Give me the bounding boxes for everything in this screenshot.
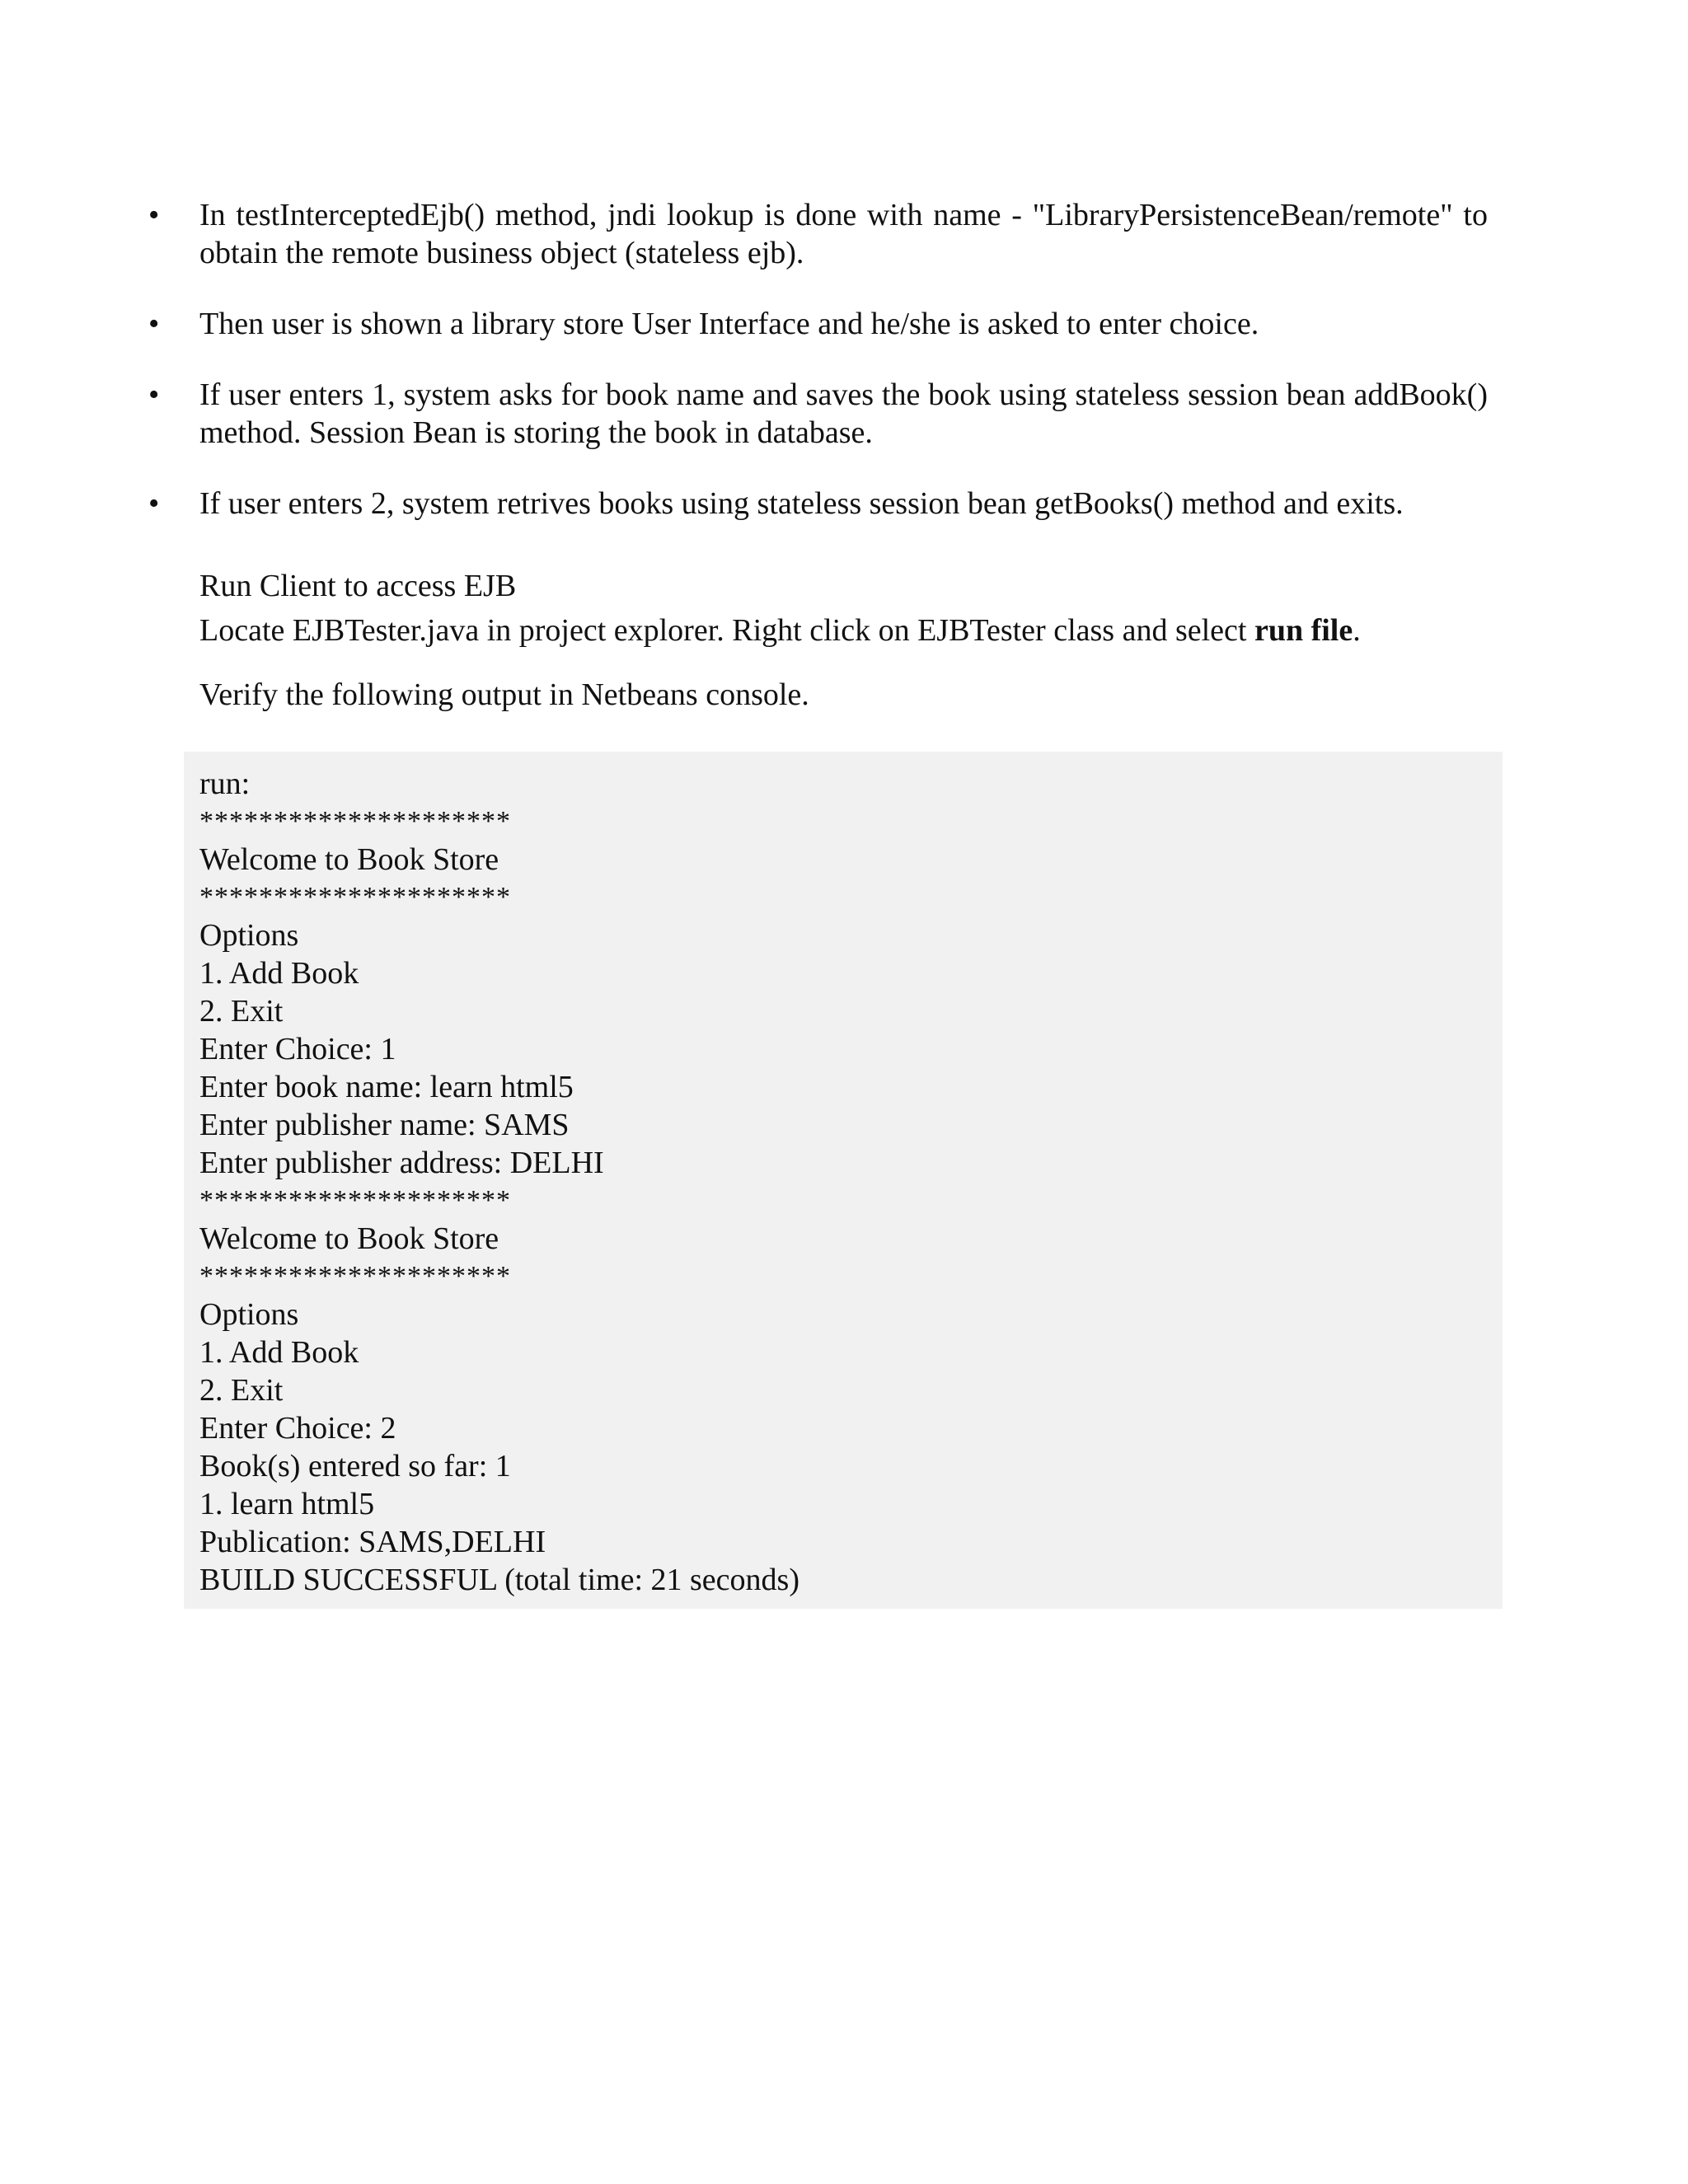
bullet-item bbox=[148, 485, 1488, 523]
console-line: Publication: SAMS,DELHI bbox=[199, 1525, 546, 1559]
bullet-text: If user enters 1, system asks for book name and saves the book using stateless session bean addBook() method. Session Bean is storing the book in database. bbox=[199, 377, 1488, 450]
bullet-text: In testInterceptedEjb() method, jndi lookup is done with name - "LibraryPersistenceBean/remote" to obtain the remote business object (stateless ejb). bbox=[199, 198, 1488, 270]
console-line: Welcome to Book Store bbox=[199, 842, 499, 877]
console-line: Welcome to Book Store bbox=[199, 1221, 499, 1256]
console-line: 1. learn html5 bbox=[199, 1487, 375, 1521]
bullet-item bbox=[148, 305, 1488, 343]
bullet-item bbox=[148, 196, 1488, 272]
console-line: Enter book name: learn html5 bbox=[199, 1070, 574, 1104]
bullet-text: Then user is shown a library store User Interface and he/she is asked to enter choice. bbox=[199, 307, 1259, 341]
console-line: 2. Exit bbox=[199, 994, 284, 1029]
console-line: ********************* bbox=[199, 882, 511, 912]
console-line: ********************* bbox=[199, 1185, 511, 1216]
console-line: BUILD SUCCESSFUL (total time: 21 seconds) bbox=[199, 1563, 799, 1597]
bullet-item bbox=[148, 376, 1488, 452]
console-output bbox=[184, 752, 1503, 1609]
verify-instruction: Verify the following output in Netbeans console. bbox=[199, 677, 809, 712]
bullet-icon: • bbox=[148, 377, 160, 412]
console-line: ********************* bbox=[199, 1261, 511, 1291]
console-line: Options bbox=[199, 1297, 299, 1332]
bullet-icon: • bbox=[148, 198, 160, 232]
locate-text-after: . bbox=[1353, 613, 1361, 648]
console-line: Options bbox=[199, 918, 299, 953]
run-client-heading: Run Client to access EJB bbox=[199, 569, 517, 603]
console-line: Enter Choice: 2 bbox=[199, 1411, 396, 1446]
console-line: 1. Add Book bbox=[199, 1335, 359, 1370]
bullet-text: If user enters 2, system retrives books using stateless session bean getBooks() method and exits. bbox=[199, 486, 1404, 521]
console-line: ********************* bbox=[199, 806, 511, 837]
console-line: 2. Exit bbox=[199, 1373, 284, 1408]
bullet-list bbox=[148, 196, 1488, 555]
console-line: run: bbox=[199, 766, 251, 801]
bullet-icon: • bbox=[148, 486, 160, 521]
locate-text-before: Locate EJBTester.java in project explorer. Right click on EJBTester class and select bbox=[199, 613, 1254, 648]
console-line: Enter publisher address: DELHI bbox=[199, 1146, 604, 1180]
console-line: 1. Add Book bbox=[199, 956, 359, 991]
bullet-icon: • bbox=[148, 307, 160, 341]
run-file-emphasis: run file bbox=[1254, 613, 1353, 648]
console-line: Book(s) entered so far: 1 bbox=[199, 1449, 511, 1483]
console-line: Enter Choice: 1 bbox=[199, 1032, 396, 1066]
locate-instruction bbox=[199, 610, 1361, 651]
console-line: Enter publisher name: SAMS bbox=[199, 1108, 570, 1142]
